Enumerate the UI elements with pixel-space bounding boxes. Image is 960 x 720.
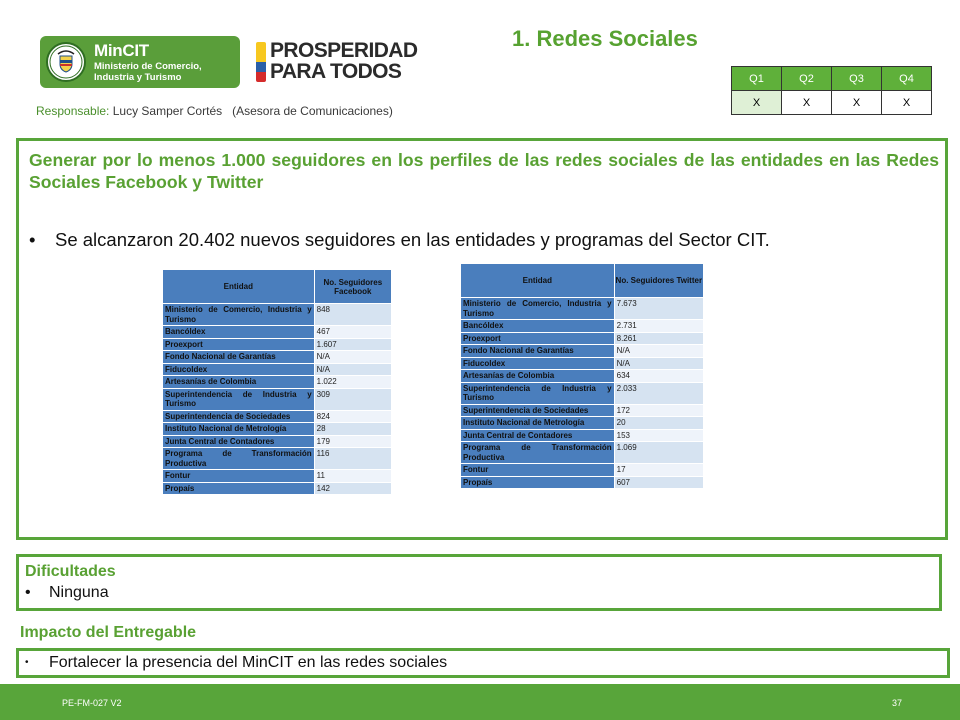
main-content-box: [16, 138, 948, 540]
table-row: [163, 363, 392, 376]
followers-value: 153: [614, 429, 703, 442]
entity-name: Artesanías de Colombia: [461, 370, 615, 383]
dificultades-title: Dificultades: [25, 563, 116, 580]
entity-name: Fiducoldex: [461, 357, 615, 370]
quarter-header: Q4: [882, 67, 932, 91]
followers-value: 17: [614, 464, 703, 477]
prosperidad-line2: PARA TODOS: [270, 60, 402, 83]
quarter-value: X: [882, 91, 932, 115]
bullet-icon: •: [29, 229, 36, 250]
table-header-entidad: Entidad: [461, 264, 615, 298]
entity-name: Superintendencia de Industria y Turismo: [163, 388, 315, 410]
quarter-value: X: [782, 91, 832, 115]
entity-name: Propaís: [461, 476, 615, 489]
impacto-item: [25, 654, 447, 672]
table-header-followers: No. Seguidores Facebook: [314, 270, 391, 304]
impacto-title: Impacto del Entregable: [20, 624, 197, 641]
followers-value: 179: [314, 435, 391, 448]
table-header-entidad: Entidad: [163, 270, 315, 304]
table-row: [163, 448, 392, 470]
table-row: [461, 442, 704, 464]
followers-value: 172: [614, 404, 703, 417]
goal-heading: Generar por lo menos 1.000 seguidores en los perfiles de las redes sociales de las entidades en las Redes Sociales Facebook y Twitter: [29, 150, 939, 192]
footer-bar: [0, 684, 960, 720]
followers-value: 848: [314, 304, 391, 326]
followers-value: 7.673: [614, 298, 703, 320]
followers-value: 1.022: [314, 376, 391, 389]
entity-name: Propaís: [163, 482, 315, 495]
followers-value: 8.261: [614, 332, 703, 345]
quarter-value: X: [732, 91, 782, 115]
followers-value: 2.033: [614, 382, 703, 404]
entity-name: Instituto Nacional de Metrología: [461, 417, 615, 430]
prosperidad-line1: PROSPERIDAD: [270, 39, 418, 62]
table-row: [163, 470, 392, 483]
table-row: [163, 304, 392, 326]
followers-value: 309: [314, 388, 391, 410]
responsable-value: Lucy Samper Cortés (Asesora de Comunicaciones): [112, 104, 393, 118]
quarter-header: Q1: [732, 67, 782, 91]
entity-name: Superintendencia de Industria y Turismo: [461, 382, 615, 404]
mincit-logo: [40, 36, 240, 88]
table-row: [163, 435, 392, 448]
entity-name: Fontur: [461, 464, 615, 477]
entity-name: Artesanías de Colombia: [163, 376, 315, 389]
facebook-followers-table: [162, 269, 392, 495]
table-row: [461, 332, 704, 345]
table-header-followers: No. Seguidores Twitter: [614, 264, 703, 298]
dificultades-item: [25, 584, 109, 602]
entity-name: Superintendencia de Sociedades: [461, 404, 615, 417]
bullet-icon: •: [25, 584, 31, 601]
followers-value: 28: [314, 423, 391, 436]
followers-value: 2.731: [614, 320, 703, 333]
followers-value: N/A: [314, 363, 391, 376]
page-number: 37: [891, 698, 902, 708]
table-row: [461, 345, 704, 358]
document-code: PE-FM-027 V2: [62, 698, 122, 708]
followers-value: 467: [314, 326, 391, 339]
logo-brand: MinCIT: [94, 40, 149, 60]
table-row: [461, 404, 704, 417]
followers-value: N/A: [314, 351, 391, 364]
twitter-followers-table: [460, 263, 704, 489]
table-row: [163, 388, 392, 410]
entity-name: Superintendencia de Sociedades: [163, 410, 315, 423]
table-row: [461, 357, 704, 370]
responsable: [36, 104, 393, 118]
entity-name: Bancóldex: [163, 326, 315, 339]
followers-value: 634: [614, 370, 703, 383]
entity-name: Ministerio de Comercio, Industria y Turismo: [461, 298, 615, 320]
entity-name: Junta Central de Contadores: [461, 429, 615, 442]
impacto-text: Fortalecer la presencia del MinCIT en las redes sociales: [49, 654, 448, 671]
table-row: [461, 370, 704, 383]
entity-name: Programa de Transformación Productiva: [461, 442, 615, 464]
table-row: [461, 320, 704, 333]
quarter-value: X: [832, 91, 882, 115]
table-row: [461, 476, 704, 489]
followers-value: 824: [314, 410, 391, 423]
entity-name: Proexport: [163, 338, 315, 351]
entity-name: Ministerio de Comercio, Industria y Turismo: [163, 304, 315, 326]
colombia-flag-icon: [256, 42, 266, 82]
responsable-label: Responsable:: [36, 104, 110, 118]
table-row: [461, 429, 704, 442]
table-row: [163, 376, 392, 389]
result-text: Se alcanzaron 20.402 nuevos seguidores en las entidades y programas del Sector CIT.: [55, 229, 770, 250]
table-row: [163, 351, 392, 364]
entity-name: Fontur: [163, 470, 315, 483]
table-row: [461, 298, 704, 320]
followers-value: 11: [314, 470, 391, 483]
page-title: 1. Redes Sociales: [512, 26, 698, 51]
table-row: [163, 338, 392, 351]
entity-name: Fondo Nacional de Garantías: [163, 351, 315, 364]
followers-value: 142: [314, 482, 391, 495]
bullet-icon: •: [25, 657, 29, 669]
table-row: [163, 326, 392, 339]
entity-name: Instituto Nacional de Metrología: [163, 423, 315, 436]
table-row: [461, 382, 704, 404]
followers-value: 116: [314, 448, 391, 470]
table-row: [163, 423, 392, 436]
quarter-table: [731, 66, 932, 115]
followers-value: 1.607: [314, 338, 391, 351]
impacto-box: [16, 648, 950, 678]
result-bullet: [29, 229, 770, 251]
table-row: [461, 464, 704, 477]
entity-name: Fondo Nacional de Garantías: [461, 345, 615, 358]
prosperidad-logo: [256, 40, 428, 86]
quarter-header: Q2: [782, 67, 832, 91]
entity-name: Proexport: [461, 332, 615, 345]
logo-subtitle-line1: Ministerio de Comercio,: [94, 60, 202, 72]
quarter-header: Q3: [832, 67, 882, 91]
entity-name: Fiducoldex: [163, 363, 315, 376]
followers-value: 20: [614, 417, 703, 430]
followers-value: N/A: [614, 357, 703, 370]
followers-value: 1.069: [614, 442, 703, 464]
followers-value: 607: [614, 476, 703, 489]
entity-name: Junta Central de Contadores: [163, 435, 315, 448]
dificultades-box: [16, 554, 942, 611]
logo-subtitle-line2: Industria y Turismo: [94, 71, 182, 83]
colombia-coat-of-arms-icon: [46, 42, 86, 82]
entity-name: Bancóldex: [461, 320, 615, 333]
followers-value: N/A: [614, 345, 703, 358]
table-row: [461, 417, 704, 430]
dificultades-text: Ninguna: [49, 584, 109, 601]
table-row: [163, 482, 392, 495]
table-row: [163, 410, 392, 423]
entity-name: Programa de Transformación Productiva: [163, 448, 315, 470]
